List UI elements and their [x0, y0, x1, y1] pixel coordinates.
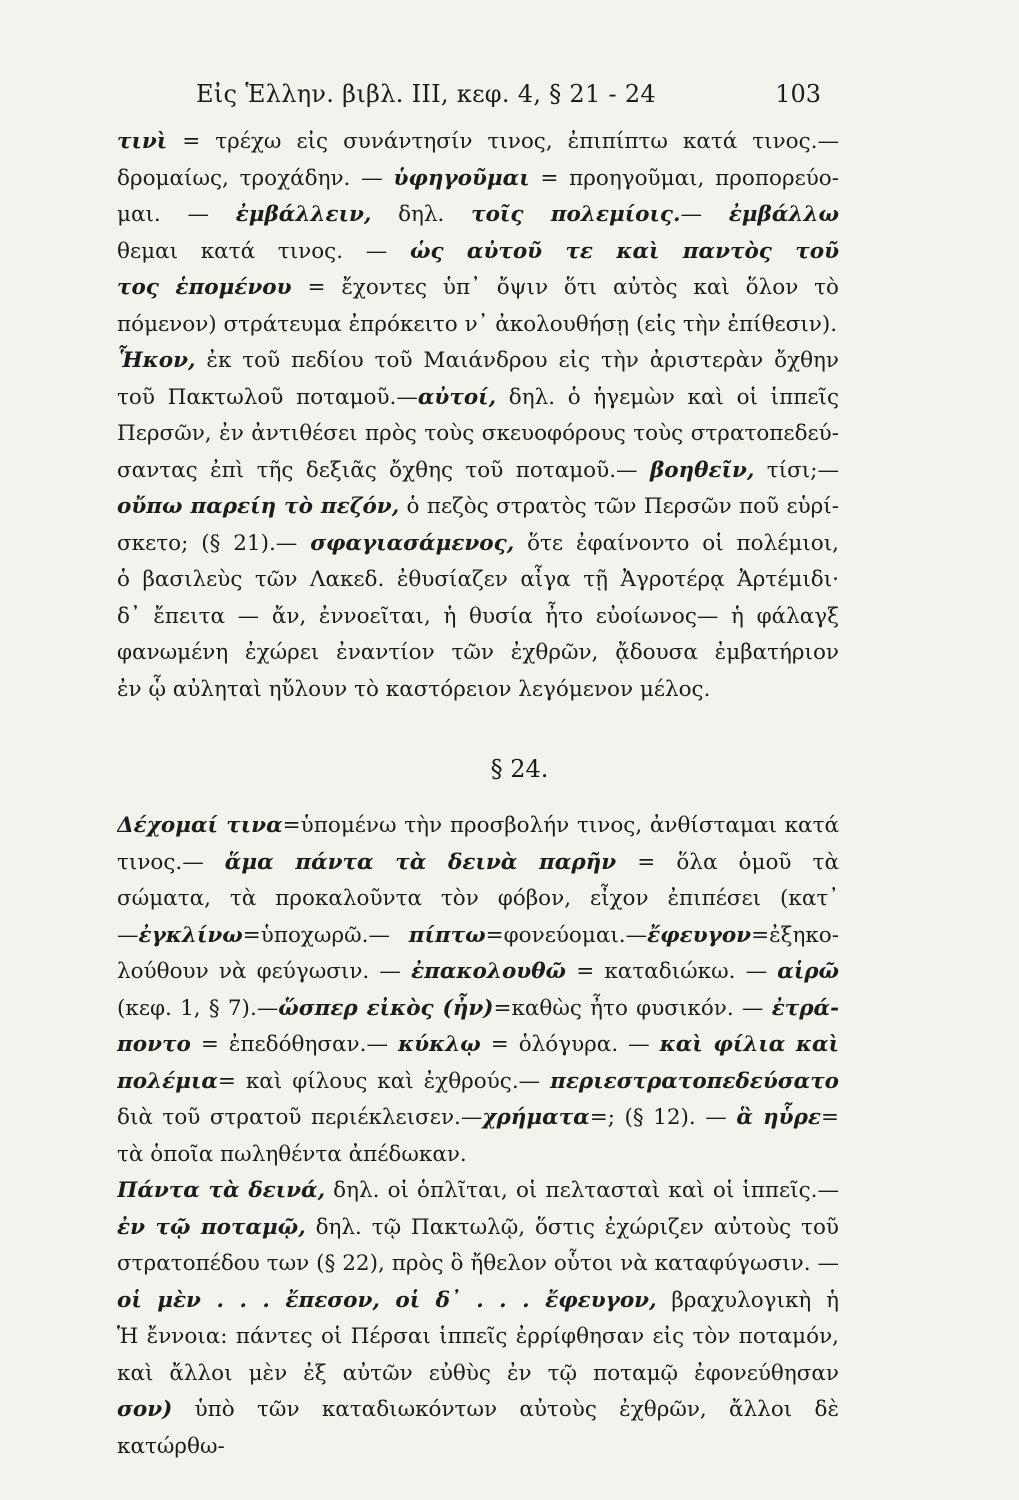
- lemma-term: αὐτοί,: [417, 384, 497, 410]
- gloss-text: πόμενον) στράτευμα ἐπρόκειτο ν᾽ ἀκολουθήσῃ (εἰς τὴν ἐπίθεσιν).: [117, 311, 838, 337]
- lemma-term: ὥσπερ εἰκὸς (ἦν): [278, 995, 494, 1021]
- text-line: [117, 1137, 839, 1174]
- lemma-term: Πάντα τὰ δεινά,: [117, 1178, 326, 1203]
- text-line: [117, 808, 839, 845]
- text-line: [117, 307, 839, 344]
- gloss-text: δ᾽ ἔπειτα — ἄν, ἐννοεῖται, ἡ θυσία ἦτο εὐοίωνος— ἡ φάλαγξ: [117, 603, 839, 629]
- gloss-text: στρατοπέδου των (§ 22), πρὸς ὃ ἤθελον οὗτοι νὰ καταφύγωσιν. —: [117, 1251, 839, 1276]
- lemma-term: χρήματα: [482, 1105, 590, 1130]
- text-line: [117, 672, 839, 709]
- text-line: [117, 197, 839, 234]
- text-line: [117, 416, 839, 453]
- text-line: [117, 562, 839, 599]
- text-line: [117, 453, 839, 490]
- lemma-term: οἱ μὲν . . . ἔπεσον, οἱ δ᾽ . . . ἔφευγον,: [117, 1287, 657, 1313]
- gloss-text: (κεφ. 1, § 7).—: [117, 995, 279, 1021]
- gloss-text: ὑπὸ τῶν καταδιωκόντων αὐτοὺς ἐχθρῶν, ἄλλοι δὲ κατώρθω-: [117, 1397, 839, 1459]
- lemma-term: ὡς αὐτοῦ τε καὶ παντὸς τοῦ: [409, 238, 839, 264]
- text-line: [117, 343, 839, 380]
- text-line: [117, 1173, 839, 1210]
- text-line: [117, 124, 839, 161]
- text-line: [117, 1392, 839, 1465]
- lemma-term: οὔπω παρείη τὸ πεζόν,: [117, 494, 400, 519]
- lemma-term: ποντο: [117, 1032, 191, 1057]
- text-line: [117, 526, 839, 563]
- text-line: [117, 635, 839, 672]
- gloss-text: Περσῶν, ἐν ἀντιθέσει πρὸς τοὺς σκευοφόρους τοὺς στρατοπεδεύ-: [117, 421, 839, 446]
- gloss-text: =φονεύομαι.—: [485, 922, 648, 948]
- text-line: [117, 1283, 839, 1320]
- gloss-text: θεμαι κατά τινος. —: [117, 238, 410, 264]
- text-line: [117, 954, 839, 991]
- gloss-text: σαντας ἐπὶ τῆς δεξιᾶς ὄχθης τοῦ ποταμοῦ.—: [117, 457, 650, 483]
- text-line: [117, 1356, 839, 1393]
- text-line: [117, 918, 839, 955]
- gloss-text: ἐκ τοῦ πεδίου τοῦ Μαιάνδρου εἰς τὴν ἀριστερὰν ὄχθην: [195, 348, 839, 373]
- lemma-term: ἐγκλίνω: [138, 922, 243, 948]
- lemma-term: πολέμια: [117, 1068, 218, 1094]
- gloss-text: = ὅλα ὁμοῦ τὰ: [637, 849, 839, 875]
- text-line: [117, 1100, 839, 1137]
- gloss-text: =ὑποχωρῶ.—: [242, 922, 409, 948]
- gloss-text: δρομαίως, τροχάδην. —: [117, 165, 394, 191]
- lemma-term: ἐπακολουθῶ: [411, 959, 567, 984]
- text-line: [117, 991, 839, 1028]
- lemma-term: ἐμβάλλω: [728, 202, 839, 227]
- gloss-text: = καταδιώκω. —: [566, 959, 778, 984]
- gloss-text: φανωμένη ἐχώρει ἐναντίον τῶν ἐχθρῶν, ᾄδουσα ἐμβατήριον: [117, 640, 839, 665]
- text-line: [117, 161, 839, 198]
- text-line: [117, 1246, 839, 1283]
- gloss-text: =: [820, 1105, 839, 1130]
- lemma-term: τος ἑπομένου: [117, 275, 292, 300]
- gloss-text: =καθὼς ἦτο φυσικόν. —: [493, 995, 772, 1021]
- text-line: [117, 380, 839, 417]
- gloss-text: βραχυλογικὴ ἡ: [671, 1287, 839, 1313]
- gloss-text: ὅτε ἐφαίνοντο οἱ πολέμιοι,: [514, 530, 839, 556]
- page-number: 103: [775, 80, 821, 108]
- gloss-text: σώματα, τὰ προκαλοῦντα τὸν φόβον, εἶχον ἐπιπέσει (κατ᾽: [117, 886, 839, 911]
- lemma-term: καὶ φίλια καὶ: [659, 1032, 839, 1057]
- gloss-text: Ἡ ἔννοια: πάντες οἱ Πέρσαι ἱππεῖς ἐρρίφθησαν εἰς τὸν ποταμόν,: [117, 1324, 839, 1349]
- gloss-text: δηλ. ὁ ἡγεμὼν καὶ οἱ ἱππεῖς: [508, 384, 839, 410]
- section-heading: § 24.: [490, 755, 549, 783]
- gloss-text: δηλ. οἱ ὁπλῖται, οἱ πελτασταὶ καὶ οἱ ἱππεῖς.—: [325, 1178, 839, 1203]
- gloss-text: τοῦ Πακτωλοῦ ποταμοῦ.—: [117, 384, 418, 410]
- gloss-text: = καὶ φίλους καὶ ἐχθρούς.—: [217, 1068, 551, 1094]
- gloss-text: τίσι;—: [754, 457, 839, 483]
- lemma-term: ἅμα πάντα τὰ δεινὰ παρῆν: [224, 849, 617, 875]
- lemma-term: τινὶ: [117, 129, 168, 154]
- text-line: [117, 881, 839, 918]
- lemma-term: σον): [117, 1397, 173, 1422]
- gloss-text: = ὁλόγυρα. —: [480, 1032, 660, 1057]
- paragraph-commentary-21-23: [117, 124, 839, 708]
- lemma-term: Δέχομαί τινα: [117, 813, 283, 838]
- text-line: [117, 1064, 839, 1101]
- gloss-text: = ἐπεδόθησαν.—: [190, 1032, 398, 1057]
- lemma-term: βοηθεῖν,: [649, 457, 755, 483]
- gloss-text: ἐν ᾧ αὐληταὶ ηὔλουν τὸ καστόρειον λεγόμενον μέλος.: [117, 676, 711, 702]
- lemma-term: κύκλῳ: [397, 1032, 481, 1057]
- gloss-text: =ἐξηκο-: [751, 922, 839, 948]
- lemma-term: σφαγιασάμενος,: [310, 530, 515, 556]
- gloss-text: διὰ τοῦ στρατοῦ περιέκλεισεν.—: [117, 1105, 483, 1130]
- lemma-term: ἃ ηὗρε: [736, 1105, 821, 1130]
- running-head: Εἰς Ἑλλην. βιβλ. III, κεφ. 4, § 21 - 24: [196, 80, 656, 108]
- lemma-term: ὑφηγοῦμαι: [393, 165, 530, 191]
- gloss-text: =ὑπομένω τὴν προσβολήν τινος, ἀνθίσταμαι κατά: [282, 813, 839, 838]
- text-line: [117, 270, 839, 307]
- gloss-text: —: [117, 922, 139, 948]
- lemma-term: ἐμβάλλειν,: [235, 202, 372, 227]
- lemma-term: τοῖς πολεμίοις.: [471, 202, 681, 227]
- text-line: [117, 489, 839, 526]
- text-line: [117, 1027, 839, 1064]
- gloss-text: ὁ βασιλεὺς τῶν Λακεδ. ἐθυσίαζεν αἶγα τῇ Ἀγροτέρᾳ Ἀρτέμιδι·: [117, 567, 839, 592]
- paragraph-commentary-24: [117, 808, 839, 1465]
- text-line: [117, 1319, 839, 1356]
- text-line: [117, 234, 839, 271]
- gloss-text: σκετο; (§ 21).—: [117, 530, 311, 556]
- gloss-text: λούθουν νὰ φεύγωσιν. —: [117, 959, 412, 984]
- lemma-term: ἐτρά-: [771, 995, 839, 1021]
- gloss-text: τινος.—: [117, 849, 225, 875]
- lemma-term: ἔφευγον: [647, 922, 752, 948]
- lemma-term: ἐν τῷ ποταμῷ,: [117, 1214, 306, 1240]
- gloss-text: —: [680, 202, 729, 227]
- text-line: [117, 845, 839, 882]
- lemma-term: πίπτω: [408, 922, 486, 948]
- gloss-text: δηλ.: [371, 202, 472, 227]
- lemma-term: περιεστρατοπεδεύσατο: [550, 1068, 839, 1094]
- gloss-text: ὁ πεζὸς στρατὸς τῶν Περσῶν ποῦ εὑρί-: [399, 494, 839, 519]
- gloss-text: = προηγοῦμαι, προπορεύο-: [529, 165, 839, 191]
- gloss-text: =; (§ 12). —: [589, 1105, 737, 1130]
- gloss-text: μαι. —: [117, 202, 236, 227]
- gloss-text: = τρέχω εἰς συνάντησίν τινος, ἐπιπίπτω κατά τινος.—: [167, 129, 839, 154]
- text-line: [117, 599, 839, 636]
- gloss-text: δηλ. τῷ Πακτωλῷ, ὅστις ἐχώριζεν αὐτοὺς τοῦ: [305, 1214, 839, 1240]
- gloss-text: καὶ ἄλλοι μὲν ἐξ αὐτῶν εὐθὺς ἐν τῷ ποταμῷ ἐφονεύθησαν: [117, 1360, 839, 1386]
- gloss-text: = ἔχοντες ὑπ᾽ ὄψιν ὅτι αὐτὸς καὶ ὅλον τὸ: [307, 275, 839, 300]
- lemma-term: Ἧκον,: [117, 348, 196, 373]
- gloss-text: τὰ ὁποῖα πωληθέντα ἀπέδωκαν.: [117, 1141, 467, 1167]
- lemma-term: αἱρῶ: [777, 959, 839, 984]
- text-line: [117, 1210, 839, 1247]
